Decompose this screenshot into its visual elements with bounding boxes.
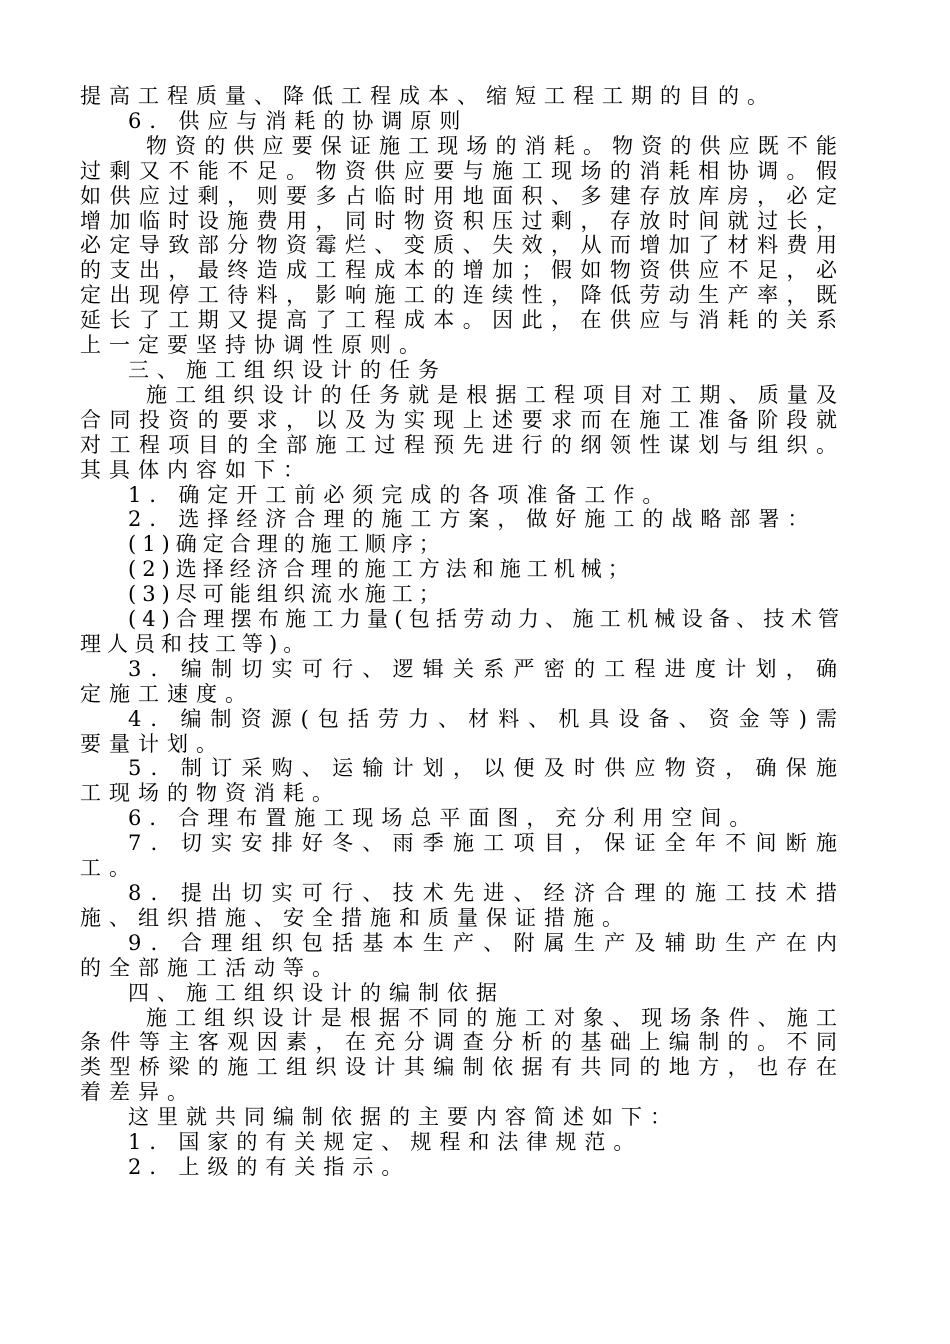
list-item-9: 9．合理组织包括基本生产、附属生产及辅助生产在内的全部施工活动等。: [80, 930, 845, 980]
list-item-3: 3．编制切实可行、逻辑关系严密的工程进度计划，确定施工速度。: [80, 656, 845, 706]
paragraph-continuation: 提高工程质量、降低工程成本、缩短工程工期的目的。: [80, 84, 776, 108]
sub-item-3: (3)尽可能组织流水施工；: [128, 582, 446, 607]
list-item-5: 5．制订采购、运输计划，以便及时供应物资，确保施工现场的物资消耗。: [80, 756, 845, 806]
paragraph-supply-consumption: 物资的供应要保证施工现场的消耗。物资的供应既不能过剩又不能不足。物资供应要与施工现场的消耗相协调。假如供应过剩，则要多占临时用地面积、多建存放库房，必定增加临时设施费用，同时物资积压过剩，存放时间就过长，必定导致部分物资霉烂、变质、失效，从而增加了材料费用的支出，最终造成工程成本的增加；假如物资供应不足，必定出现停工待料，影响施工的连续性，降低劳动生产率，既延长了工期又提高了工程成本。因此，在供应与消耗的关系上一定要坚持协调性原则。: [80, 133, 845, 358]
basis-item-1: 1．国家的有关规定、规程和法律规范。: [128, 1130, 643, 1155]
list-item-6: 6．合理布置施工现场总平面图，充分利用空间。: [128, 806, 759, 831]
list-item-7: 7．切实安排好冬、雨季施工项目，保证全年不间断施工。: [80, 831, 845, 881]
paragraph-basis-intro: 施工组织设计是根据不同的施工对象、现场条件、施工条件等主客观因素，在充分调查分析的基础上编制的。不同类型桥梁的施工组织设计其编制依据有共同的地方，也存在着差异。: [80, 1005, 845, 1105]
document-page: [80, 84, 845, 1180]
list-item-2: 2．选择经济合理的施工方案，做好施工的战略部署：: [128, 507, 817, 532]
paragraph-basis-summary: 这里就共同编制依据的主要内容简述如下：: [128, 1105, 679, 1130]
section-heading-basis: 四、施工组织设计的编制依据: [128, 980, 505, 1005]
heading-supply-consumption-principle: 6．供应与消耗的协调原则: [128, 108, 469, 133]
list-item-4: 4．编制资源(包括劳力、材料、机具设备、资金等)需要量计划。: [80, 706, 845, 756]
sub-item-2: (2)选择经济合理的施工方法和施工机械；: [128, 557, 635, 582]
list-item-8: 8．提出切实可行、技术先进、经济合理的施工技术措施、组织措施、安全措施和质量保证措施。: [80, 881, 845, 930]
paragraph-tasks-intro: 施工组织设计的任务就是根据工程项目对工期、质量及合同投资的要求，以及为实现上述要求而在施工准备阶段就对工程项目的全部施工过程预先进行的纲领性谋划与组织。其具体内容如下：: [80, 382, 845, 482]
sub-item-1: (1)确定合理的施工顺序；: [128, 532, 446, 557]
sub-item-4: (4)合理摆布施工力量(包括劳动力、施工机械设备、技术管理人员和技工等)。: [80, 607, 845, 656]
section-heading-tasks: 三、施工组织设计的任务: [128, 357, 447, 382]
basis-item-2: 2．上级的有关指示。: [128, 1154, 411, 1179]
list-item-1: 1．确定开工前必须完成的各项准备工作。: [128, 482, 672, 507]
